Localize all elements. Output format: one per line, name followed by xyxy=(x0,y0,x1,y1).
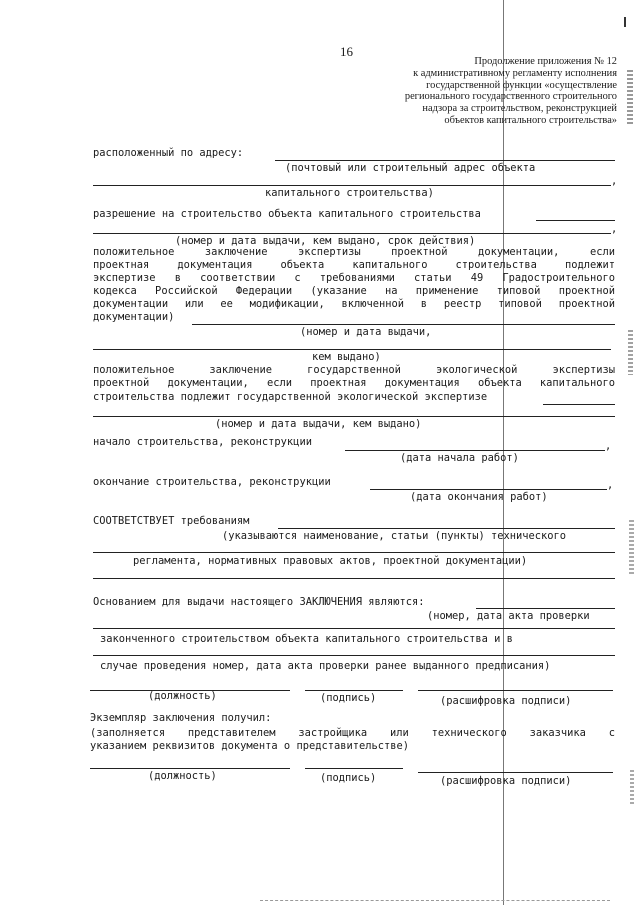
scan-noise-right xyxy=(627,70,633,125)
expertise-line: кодекса Российской Федерации (указание на применение типовой проектной xyxy=(93,285,615,297)
address-hint: (почтовый или строительный адрес объекта xyxy=(285,162,536,174)
scan-noise-right-4 xyxy=(630,770,634,805)
permit-label: разрешение на строительство объекта капитального строительства xyxy=(93,208,481,220)
basis-hint: (номер, дата акта проверки xyxy=(427,610,590,622)
header-line: Продолжение приложения № 12 xyxy=(474,56,617,67)
end-label: окончание строительства, реконструкции xyxy=(93,476,331,488)
decode-field[interactable] xyxy=(418,690,613,691)
complies-field[interactable] xyxy=(278,528,615,529)
position-caption: (должность) xyxy=(148,690,217,702)
permit-field-2[interactable] xyxy=(93,233,611,234)
address-comma: , xyxy=(611,175,618,187)
expertise-last: документации) xyxy=(93,311,175,323)
header-line: государственной функции «осуществление xyxy=(426,79,617,91)
address-label: расположенный по адресу: xyxy=(93,147,244,159)
received-line: (заполняется представителем застройщика или технического заказчика с xyxy=(90,727,615,739)
basis-field[interactable] xyxy=(476,608,615,609)
expertise-line: положительное заключение экспертизы проектной документации, если xyxy=(93,246,615,258)
sign-caption: (подпись) xyxy=(320,692,377,704)
eco-field[interactable] xyxy=(543,404,615,405)
expertise-hint: кем выдано) xyxy=(312,351,381,363)
scan-bottom-line xyxy=(260,900,610,901)
complies-hint: (указываются наименование, статьи (пункты) технического xyxy=(222,530,567,542)
expertise-field-2[interactable] xyxy=(93,349,611,350)
complies-hint: регламента, нормативных правовых актов, проектной документации) xyxy=(133,555,528,567)
header-line: надзора за строительством, реконструкцией xyxy=(422,103,617,115)
received-line: указанием реквизитов документа о представительстве) xyxy=(90,740,410,752)
eco-hint: (номер и дата выдачи, кем выдано) xyxy=(215,418,422,430)
scan-noise-right-2 xyxy=(628,330,633,375)
appendix-header xyxy=(360,56,617,127)
sign-field-2[interactable] xyxy=(305,768,403,769)
eco-line: положительное заключение государственной экологической экспертизы xyxy=(93,364,615,376)
end-date-field[interactable] xyxy=(370,489,607,490)
permit-comma: , xyxy=(611,223,618,235)
decode-caption: (расшифровка подписи) xyxy=(440,775,572,787)
address-hint: капитального строительства) xyxy=(265,187,434,199)
sign-field[interactable] xyxy=(305,690,403,691)
decode-caption: (расшифровка подписи) xyxy=(440,695,572,707)
basis-field-2[interactable] xyxy=(93,628,615,629)
eco-field-2[interactable] xyxy=(93,416,615,417)
header-line: регионального государственного строительного xyxy=(404,91,617,103)
position-caption: (должность) xyxy=(148,770,217,782)
basis-label: Основанием для выдачи настоящего ЗАКЛЮЧЕНИЯ являются: xyxy=(93,596,425,608)
decode-field-2[interactable] xyxy=(418,772,613,773)
scan-noise-right-3 xyxy=(629,520,634,575)
end-hint: (дата окончания работ) xyxy=(410,491,548,503)
complies-label: СООТВЕТСТВУЕТ требованиям xyxy=(93,515,250,527)
complies-field-3[interactable] xyxy=(93,578,615,579)
start-hint: (дата начала работ) xyxy=(400,452,519,464)
received-label: Экземпляр заключения получил: xyxy=(90,712,272,724)
scan-speck xyxy=(624,17,626,27)
start-date-field[interactable] xyxy=(345,450,605,451)
start-label: начало строительства, реконструкции xyxy=(93,436,312,448)
basis-hint: случае проведения номер, дата акта проверки ранее выданного предписания) xyxy=(100,660,551,672)
complies-field-2[interactable] xyxy=(93,552,615,553)
sign-caption: (подпись) xyxy=(320,772,377,784)
start-comma: , xyxy=(605,440,612,452)
expertise-field[interactable] xyxy=(192,324,615,325)
eco-line: проектной документации, если проектная документация объекта капитального xyxy=(93,377,615,389)
end-comma: , xyxy=(607,479,614,491)
header-line: к административному регламенту исполнения xyxy=(413,67,617,79)
basis-hint: законченного строительством объекта капитального строительства и в xyxy=(100,633,513,645)
expertise-hint: (номер и дата выдачи, xyxy=(300,326,432,338)
eco-last: строительства подлежит государственной экологической экспертизе xyxy=(93,391,488,403)
header-line: объектов капитального строительства» xyxy=(444,114,617,126)
expertise-line: документации или ее модификации, включенной в реестр типовой проектной xyxy=(93,298,615,310)
basis-field-3[interactable] xyxy=(93,655,615,656)
permit-field[interactable] xyxy=(536,220,615,221)
address-field[interactable] xyxy=(275,160,615,161)
expertise-line: экспертизе в соответствии с требованиями статьи 49 Градостроительного xyxy=(93,272,615,284)
page-number: 16 xyxy=(340,44,353,59)
expertise-line: проектная документация объекта капитального строительства подлежит xyxy=(93,259,615,271)
address-field-2[interactable] xyxy=(93,185,611,186)
position-field-2[interactable] xyxy=(90,768,290,769)
permit-hint: (номер и дата выдачи, кем выдано, срок действия) xyxy=(175,235,476,247)
